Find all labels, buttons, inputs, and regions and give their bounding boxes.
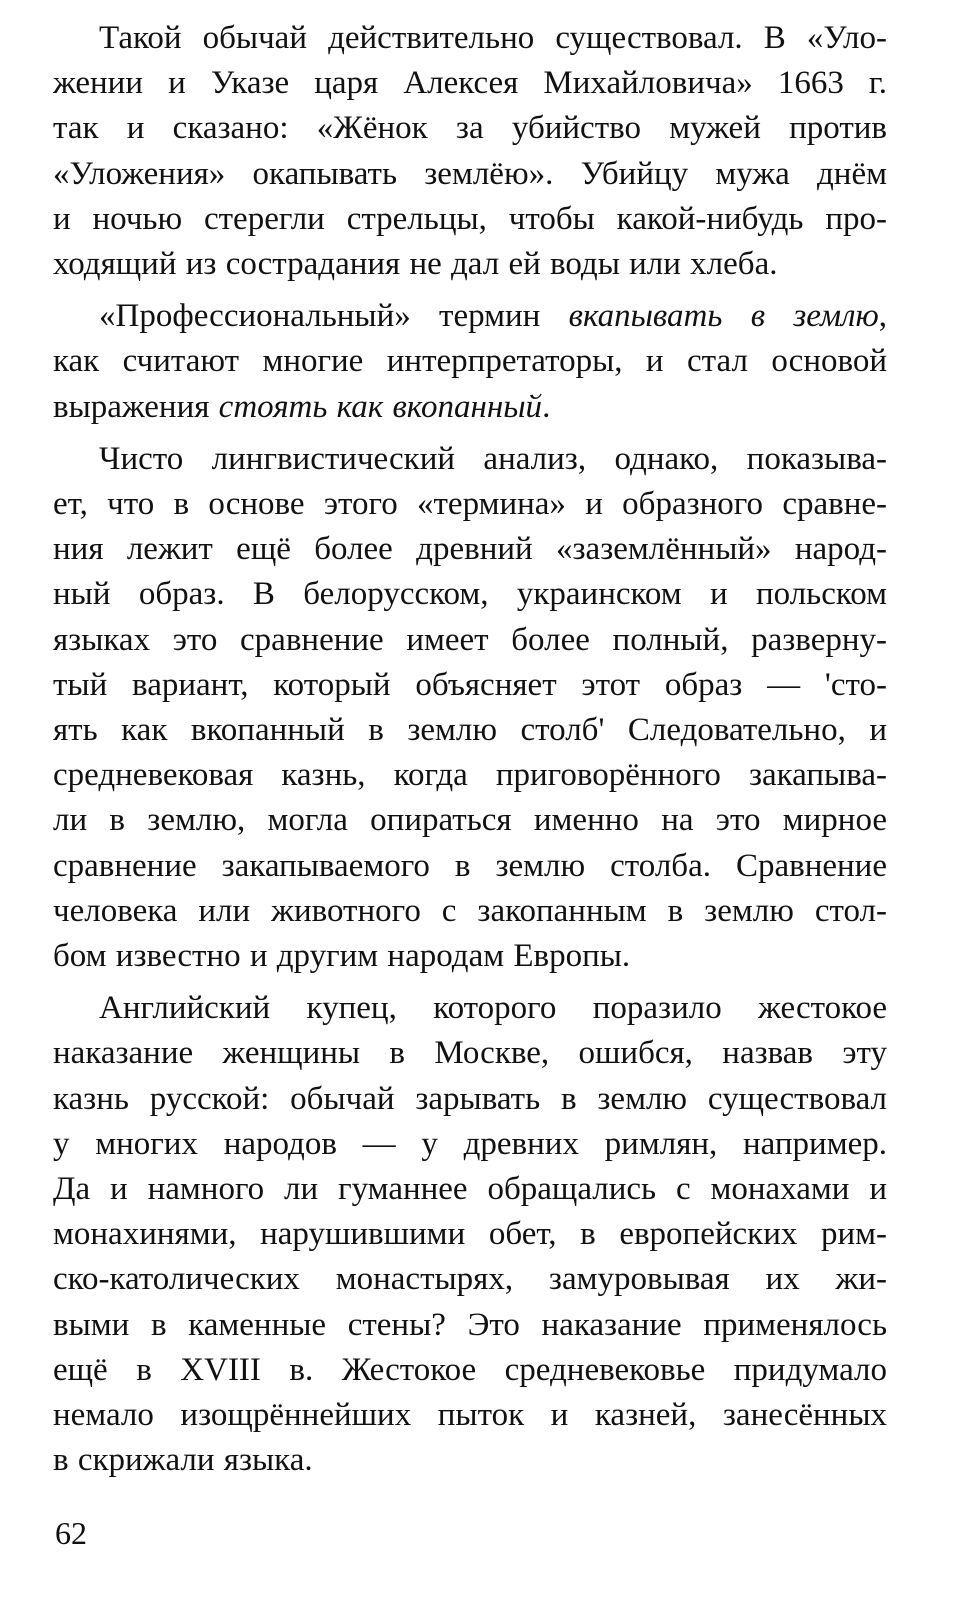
text-line: «Уложения» окапывать землёю». Убийцу мужа днём [53,155,887,192]
body-text [53,16,887,1491]
text-line: Английский купец, которого поразило жестокое [99,990,887,1027]
text-line: монахинями, нарушившими обет, в европейских рим- [53,1216,887,1253]
text-line: и ночью стерегли стрельцы, чтобы какой-нибудь про- [53,200,887,237]
text-line: бом известно и другим народам Европы. [53,938,631,975]
text-line: средневековая казнь, когда приговорённого закапыва- [53,757,887,794]
paragraph-1 [53,16,887,287]
text-line: тый вариант, который объясняет этот образ — 'сто- [53,666,887,703]
text-line: ходящий из сострадания не дал ей воды или хлеба. [53,246,778,283]
text-run: , [878,298,887,335]
text-line: так и сказано: «Жёнок за убийство мужей против [53,110,887,147]
text-line: Чисто лингвистический анализ, однако, показыва- [99,440,887,477]
text-line: Да и намного ли гуманнее обращались с монахами и [53,1171,887,1208]
text-line: у многих народов — у древних римлян, например. [53,1125,887,1162]
text-run: выражения [53,388,219,425]
text-line: выми в каменные стены? Это наказание применялось [53,1306,887,1343]
text-run: «Профессиональный» термин [99,298,569,335]
text-line: языках это сравнение имеет более полный, разверну- [53,621,887,658]
text-line: наказание женщины в Москве, ошибся, назвав эту [53,1035,887,1072]
text-line: ещё в XVIII в. Жестокое средневековье придумало [53,1351,887,1388]
text-line: в скрижали языка. [53,1442,313,1479]
text-line: ный образ. В белорусском, украинском и польском [53,576,887,613]
italic-term: стоять как вкопанный [218,388,543,425]
paragraph-4 [53,986,887,1483]
text-line: жении и Указе царя Алексея Михайловича» 1663 г. [53,65,887,102]
text-line: ния лежит ещё более древний «заземлённый» народ- [53,531,887,568]
text-line: немало изощрённейших пыток и казней, занесённых [53,1397,887,1434]
paragraph-2 [53,294,887,430]
text-line: казнь русской: обычай зарывать в землю существовал [53,1080,887,1117]
text-line [53,385,887,430]
page-number: 62 [55,1515,87,1551]
text-line: сравнение закапываемого в землю столба. Сравнение [53,847,887,884]
text-run: как считают многие интерпретаторы, и стал основой [53,343,887,380]
text-line: Такой обычай действительно существовал. В «Уло- [99,20,887,56]
text-line [53,339,887,384]
italic-term: вкапывать в землю [568,298,879,335]
text-line: ет, что в основе этого «термина» и образного сравне- [53,486,887,523]
paragraph-3 [53,437,887,979]
text-line: ли в землю, могла опираться именно на это мирное [53,802,887,839]
text-run: . [542,388,551,425]
text-line: ско-католических монастырях, замуровывая их жи- [53,1261,887,1298]
text-line: ять как вкопанный в землю столб' Следовательно, и [53,712,887,749]
text-line: человека или животного с закопанным в землю стол- [53,892,887,929]
text-line [53,294,887,339]
